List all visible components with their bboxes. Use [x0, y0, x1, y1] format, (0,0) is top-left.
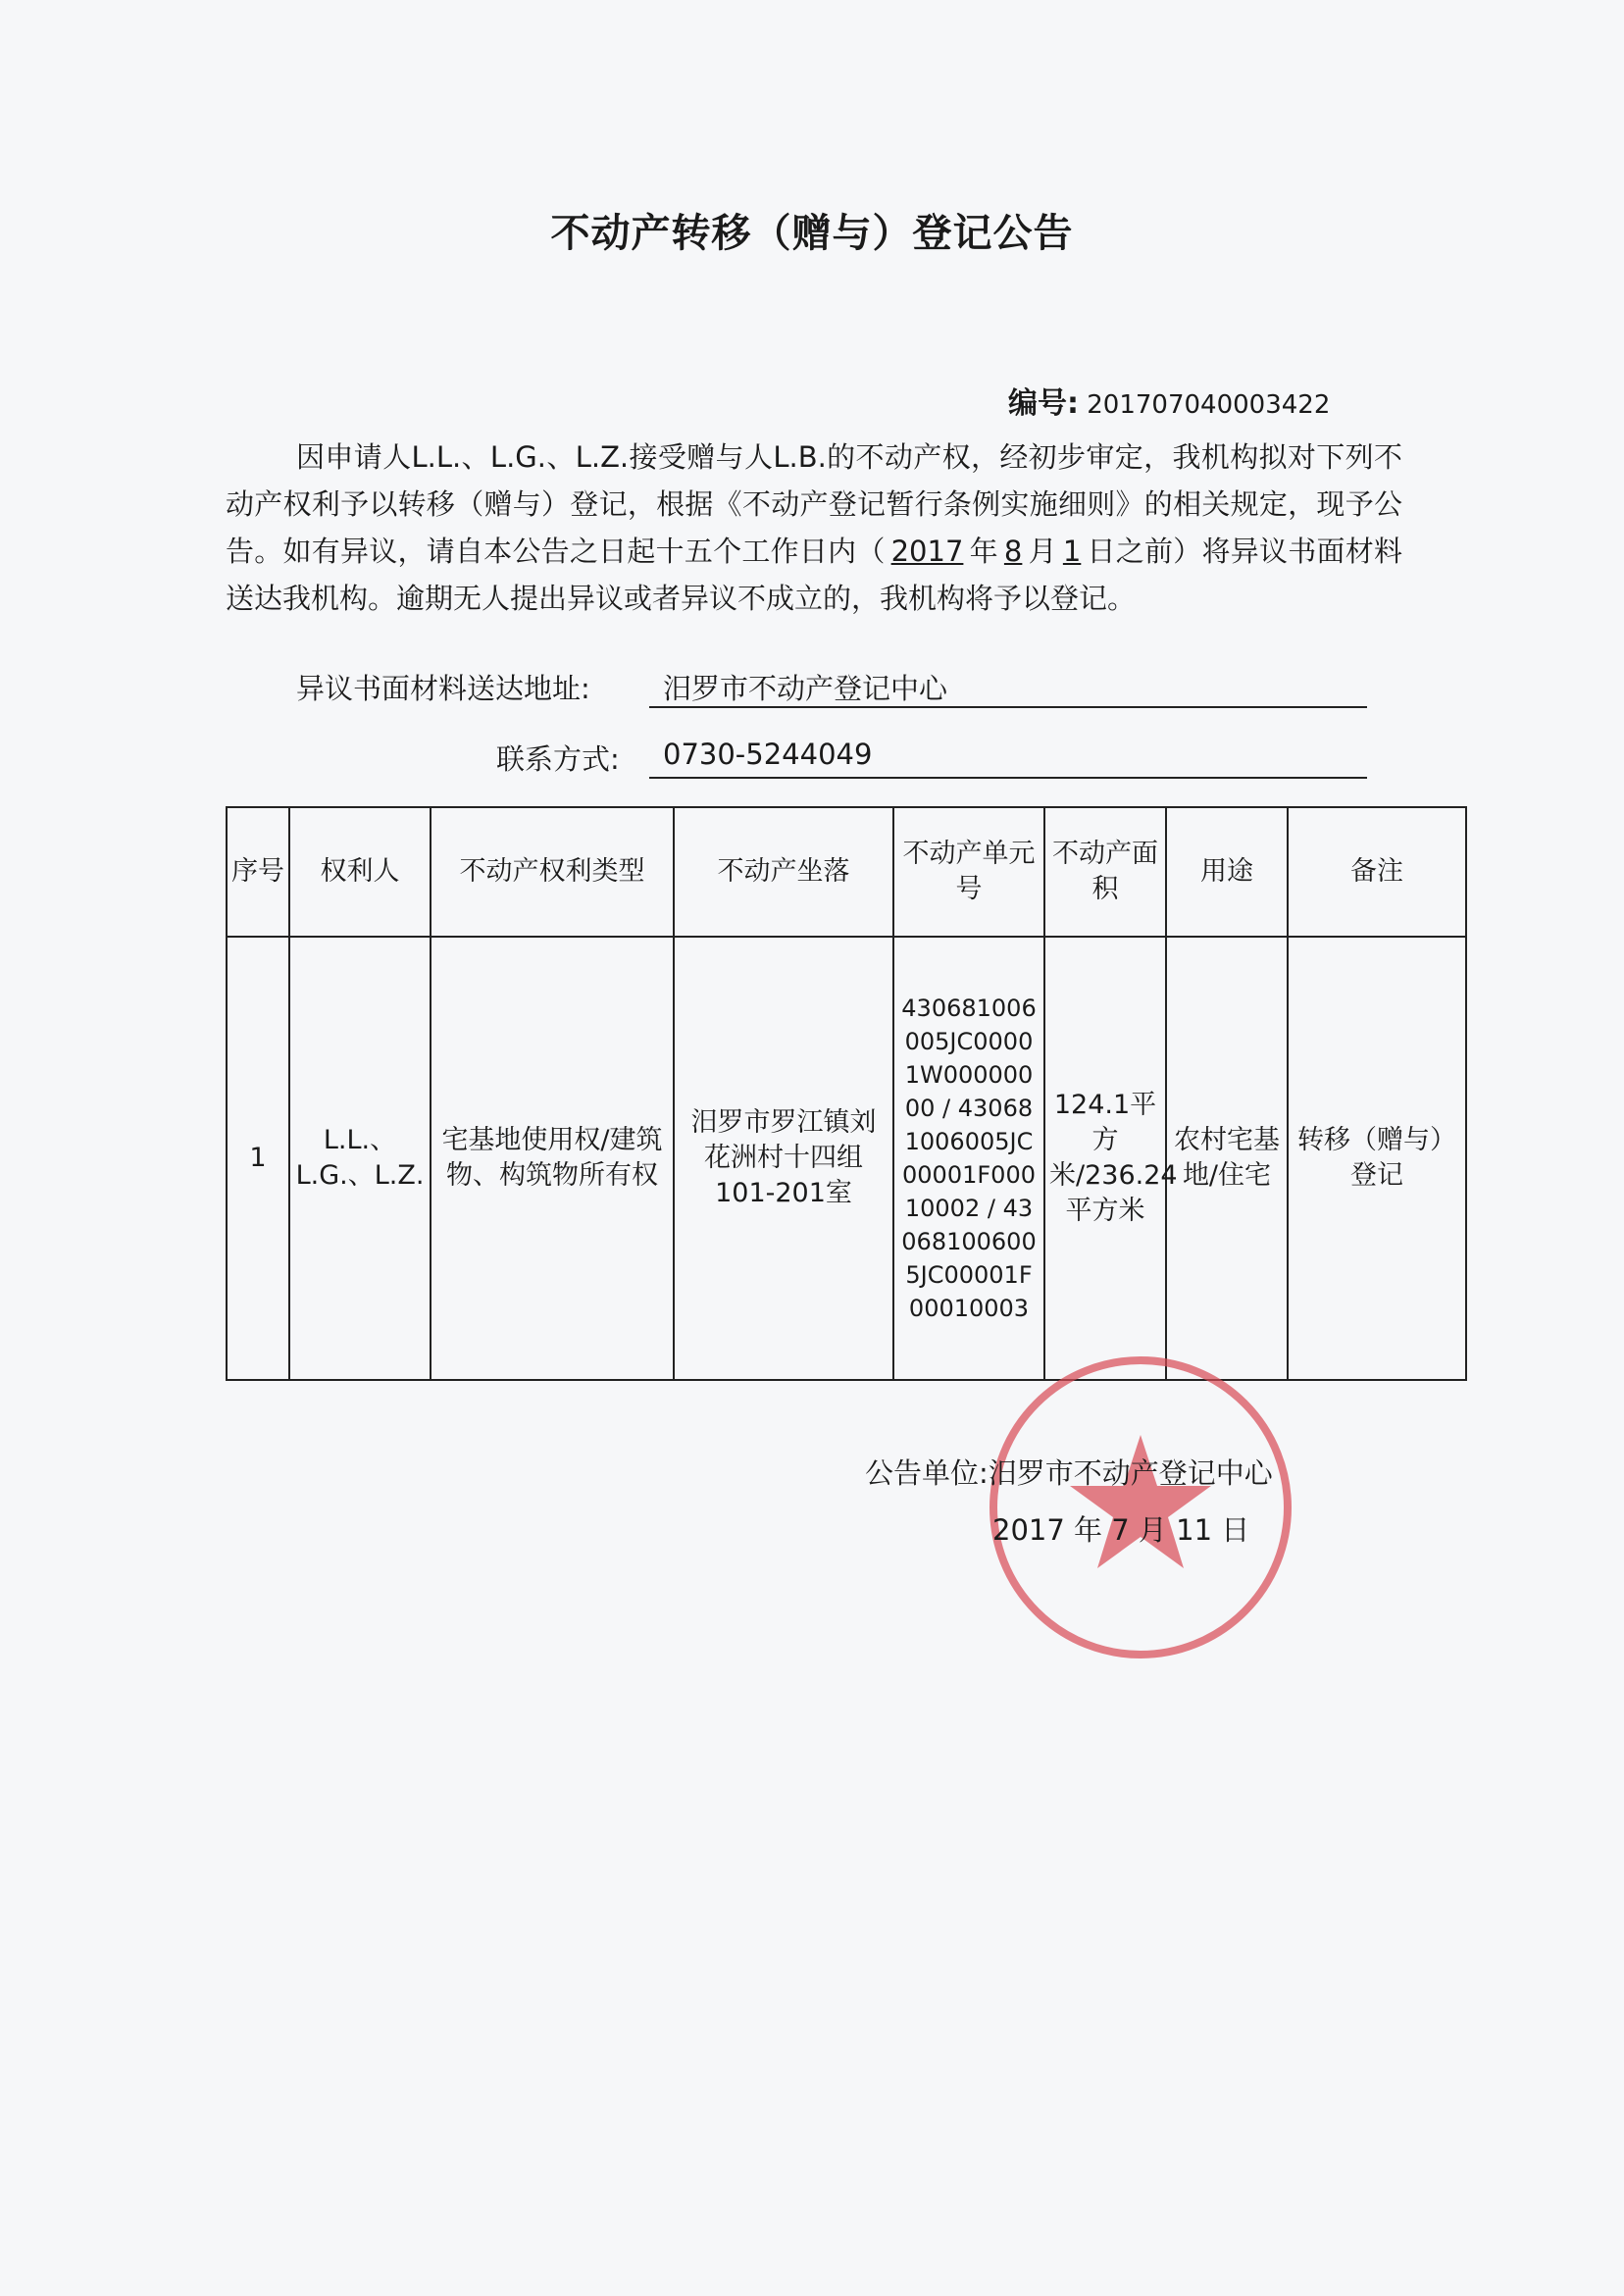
doc-number-value: 201707040003422: [1087, 390, 1331, 420]
header-area: 不动产面积: [1044, 807, 1166, 937]
objection-address-label: 异议书面材料送达地址:: [296, 672, 590, 705]
header-right-type: 不动产权利类型: [431, 807, 674, 937]
paragraph-part-2: 日之前）将异议书面材料送达我机构。逾期无人提出异议或者异议不成立的，我机构将予以登记。: [226, 535, 1402, 615]
contact-label: 联系方式:: [496, 742, 620, 776]
header-holder: 权利人: [289, 807, 431, 937]
year-char: 年: [969, 535, 998, 568]
cell-remarks: 转移（赠与）登记: [1288, 937, 1466, 1380]
header-seq: 序号: [227, 807, 289, 937]
header-usage: 用途: [1166, 807, 1288, 937]
cell-seq: 1: [227, 937, 289, 1380]
deadline-year: 2017: [890, 535, 964, 568]
objection-address-value: 汨罗市不动产登记中心: [649, 667, 1367, 708]
issuer-value: 汨罗市不动产登记中心: [988, 1456, 1273, 1490]
issuer-label: 公告单位:: [865, 1456, 989, 1490]
header-location: 不动产坐落: [674, 807, 893, 937]
registration-table: [226, 806, 1467, 1381]
header-remarks: 备注: [1288, 807, 1466, 937]
contact-value: 0730-5244049: [649, 738, 1367, 779]
header-unit-no: 不动产单元号: [893, 807, 1044, 937]
official-seal-icon: [984, 1351, 1297, 1664]
paragraph-part-1: 因申请人L.L.、L.G.、L.Z.接受赠与人L.B.的不动产权，经初步审定，我机构拟对下列不动产权利予以转移（赠与）登记，根据《不动产登记暂行条例实施细则》的相关规定，现予公告。如有异议，请自本公告之日起十五个工作日内（: [226, 440, 1402, 568]
table-header-row: [227, 807, 1466, 937]
month-char: 月: [1028, 535, 1057, 568]
notice-title: 不动产转移（赠与）登记公告: [550, 211, 1074, 256]
notice-paragraph: [226, 434, 1402, 622]
doc-number-label: 编号:: [1008, 386, 1079, 421]
contact-row: [496, 738, 873, 778]
cell-area: 124.1平方米/236.24平方米: [1044, 937, 1166, 1380]
cell-holder: L.L.、L.G.、L.Z.: [289, 937, 431, 1380]
cell-location: 汨罗市罗江镇刘花洲村十四组101-201室: [674, 937, 893, 1380]
issue-date: 2017 年 7 月 11 日: [992, 1513, 1250, 1547]
cell-usage: 农村宅基地/住宅: [1166, 937, 1288, 1380]
deadline-month: 8: [1003, 535, 1023, 568]
cell-unit-no: 430681006005JC00001W00000000 / 430681006005JC00001F00010002 / 430681006005JC00001F00010003: [893, 937, 1044, 1380]
objection-address-row: [296, 667, 948, 707]
table-row: [227, 937, 1466, 1380]
issuer-line: [865, 1452, 1273, 1492]
deadline-day: 1: [1062, 535, 1082, 568]
doc-number: [1008, 379, 1330, 422]
notice-body: [226, 434, 1402, 622]
cell-right-type: 宅基地使用权/建筑物、构筑物所有权: [431, 937, 674, 1380]
